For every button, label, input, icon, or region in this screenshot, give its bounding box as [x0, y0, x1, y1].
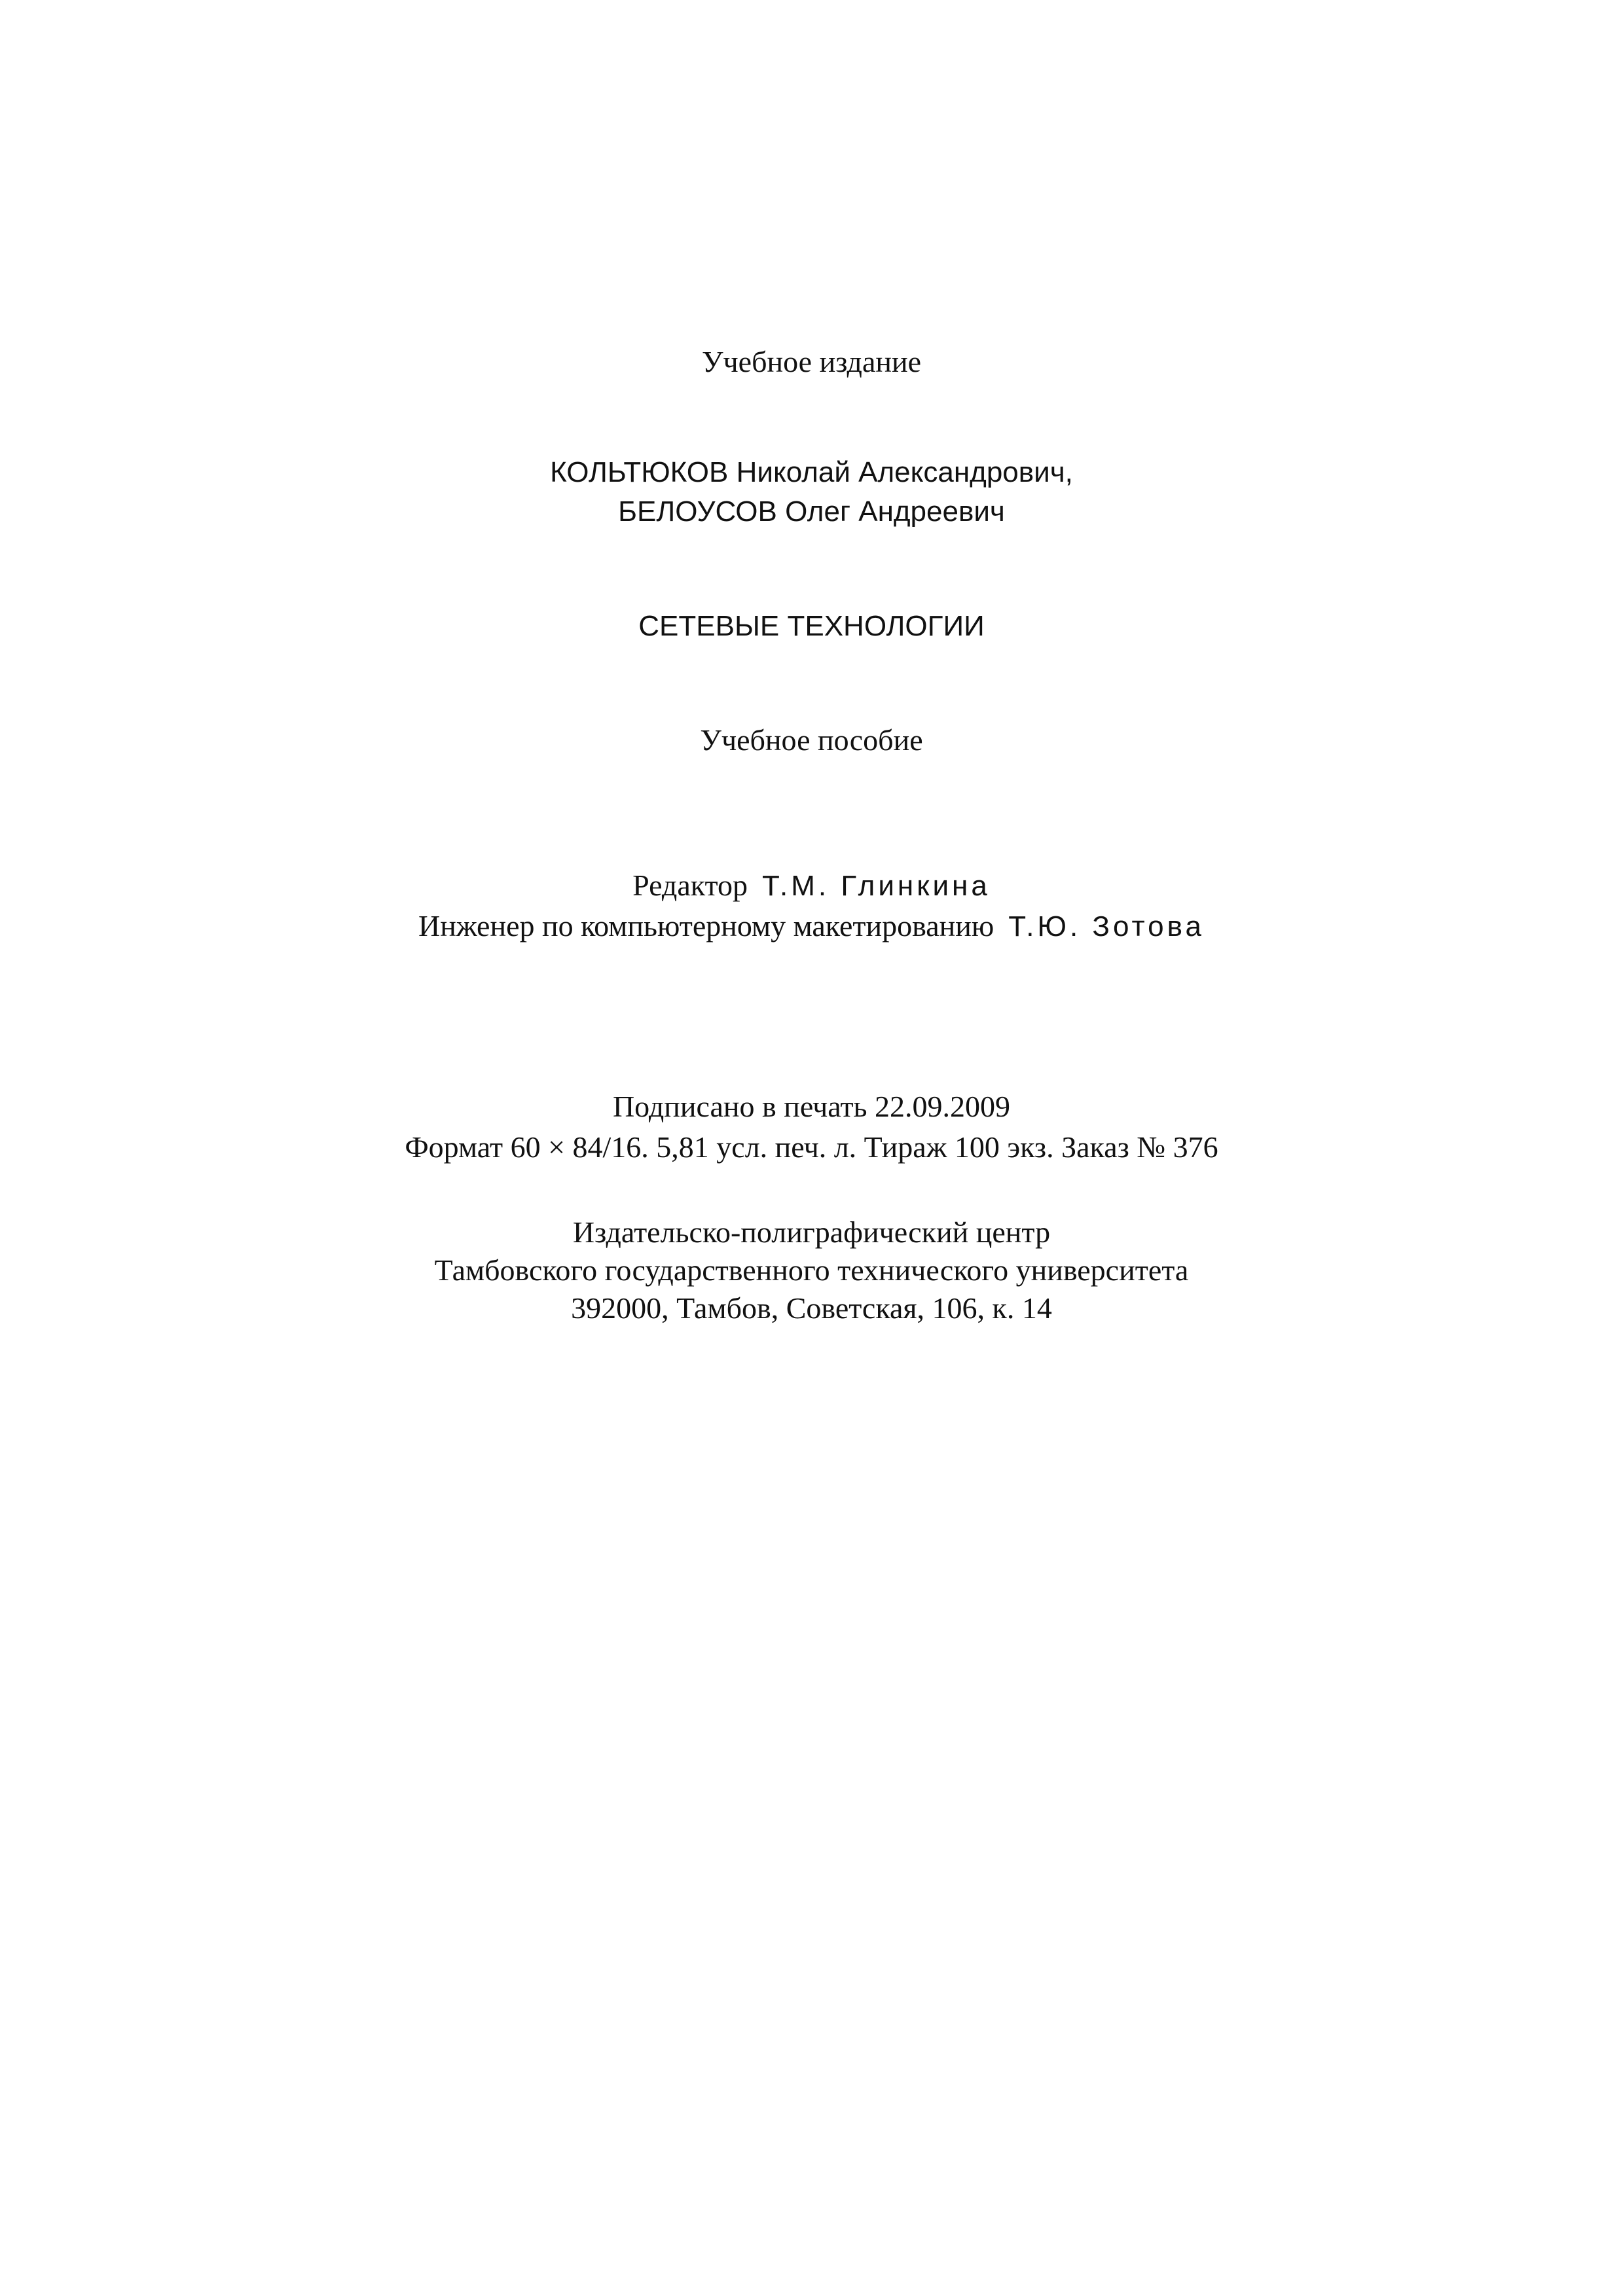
- layout-engineer-name: Т.Ю. Зотова: [1008, 910, 1205, 942]
- layout-engineer-role: Инженер по компьютерному макетированию: [418, 909, 994, 942]
- publisher-name: Издательско-полиграфический центр: [572, 1215, 1051, 1249]
- author-1: КОЛЬТЮКОВ Николай Александрович,: [550, 456, 1073, 488]
- editor-role: Редактор: [632, 869, 748, 902]
- publisher-address: 392000, Тамбов, Советская, 106, к. 14: [571, 1291, 1052, 1325]
- editor-line: [0, 870, 1623, 901]
- editor-name: Т.М. Глинкина: [762, 870, 991, 902]
- edition-type: Учебное издание: [701, 345, 922, 378]
- layout-engineer-line: [0, 911, 1623, 941]
- author-2: БЕЛОУСОВ Олег Андреевич: [618, 495, 1005, 528]
- imprint-format: Формат 60 × 84/16. 5,81 усл. печ. л. Тираж 100 экз. Заказ № 376: [405, 1130, 1218, 1164]
- imprint-signed: Подписано в печать 22.09.2009: [612, 1090, 1011, 1123]
- publisher-org: Тамбовского государственного технического университета: [434, 1253, 1189, 1287]
- book-subtitle: Учебное пособие: [700, 723, 923, 757]
- book-title: СЕТЕВЫЕ ТЕХНОЛОГИИ: [638, 610, 985, 642]
